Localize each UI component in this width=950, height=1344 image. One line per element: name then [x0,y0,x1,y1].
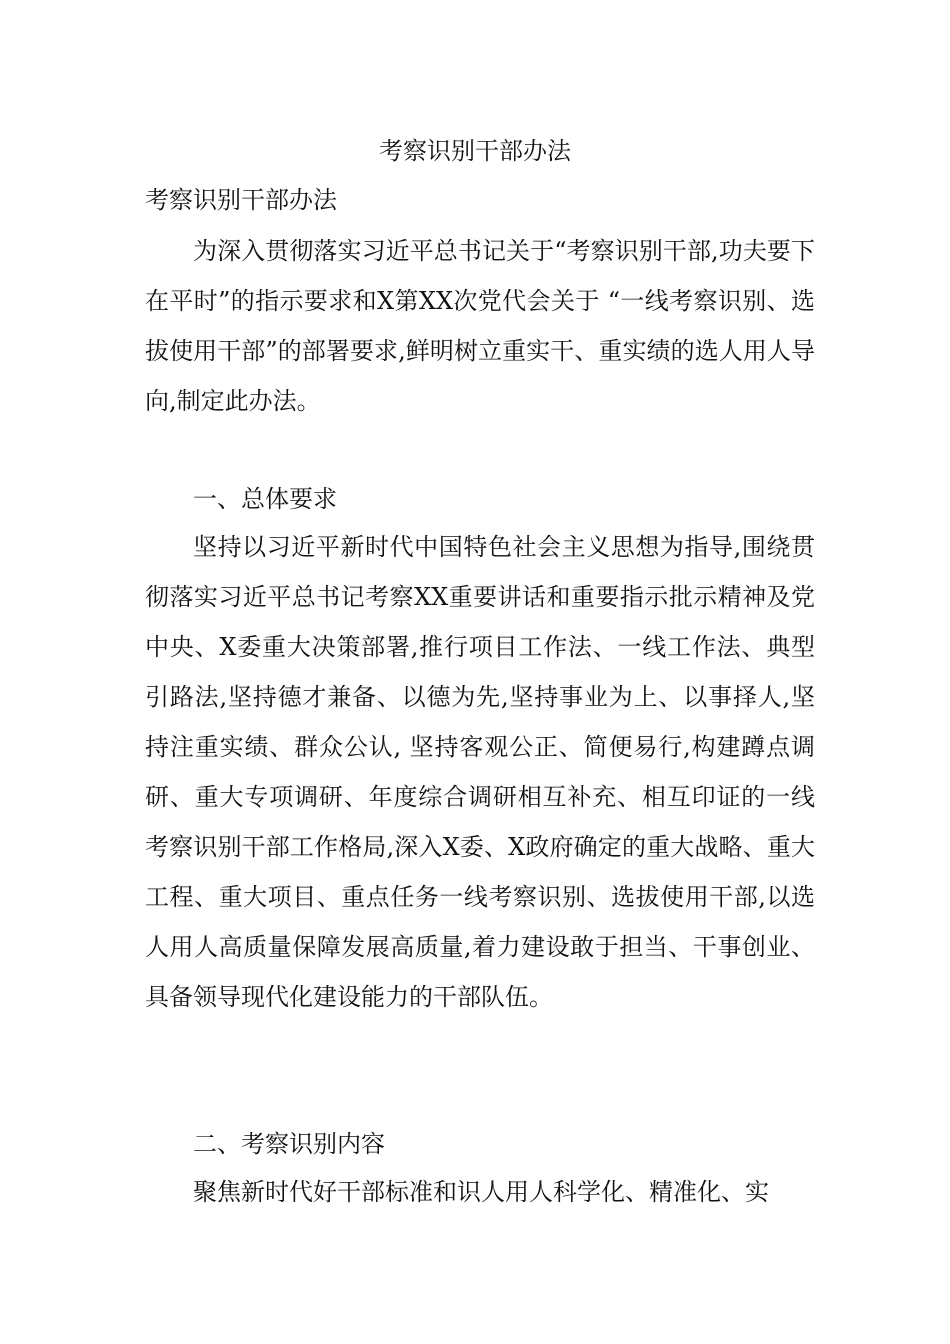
document-title: 考察识别干部办法 [379,137,571,165]
section-body-general-requirements: 坚持以习近平新时代中国特色社会主义思想为指导,围绕贯彻落实习近平总书记考察XX重要讲话和重要指示批示精神及党中央、X委重大决策部署,推行项目工作法、一线工作法、典型引路法,坚持德才兼备、以德为先,坚持事业为上、以事择人,坚持注重实绩、群众公认, 坚持客观公正、简便易行,构建蹲点调研、重大专项调研、年度综合调研相互补充、相互印证的一线考察识别干部工作格局,深入X委、X政府确定的重大战略、重大工程、重大项目、重点任务一线考察识别、选拔使用干部,以选人用人高质量保障发展高质量,着力建设敢于担当、干事创业、具备领导现代化建设能力的干部队伍。 [145,533,815,1011]
section-body-assessment-content: 聚焦新时代好干部标准和识人用人科学化、精准化、实 [193,1178,769,1206]
section-heading-general-requirements: 一、总体要求 [193,485,337,513]
document-subtitle: 考察识别干部办法 [145,186,337,214]
section-heading-assessment-content: 二、考察识别内容 [193,1130,385,1158]
intro-paragraph: 为深入贯彻落实习近平总书记关于“考察识别干部,功夫要下在平时”的指示要求和X第XX次党代会关于 “一线考察识别、选拔使用干部”的部署要求,鲜明树立重实干、重实绩的选人用人导向,制定此办法。 [145,237,815,415]
